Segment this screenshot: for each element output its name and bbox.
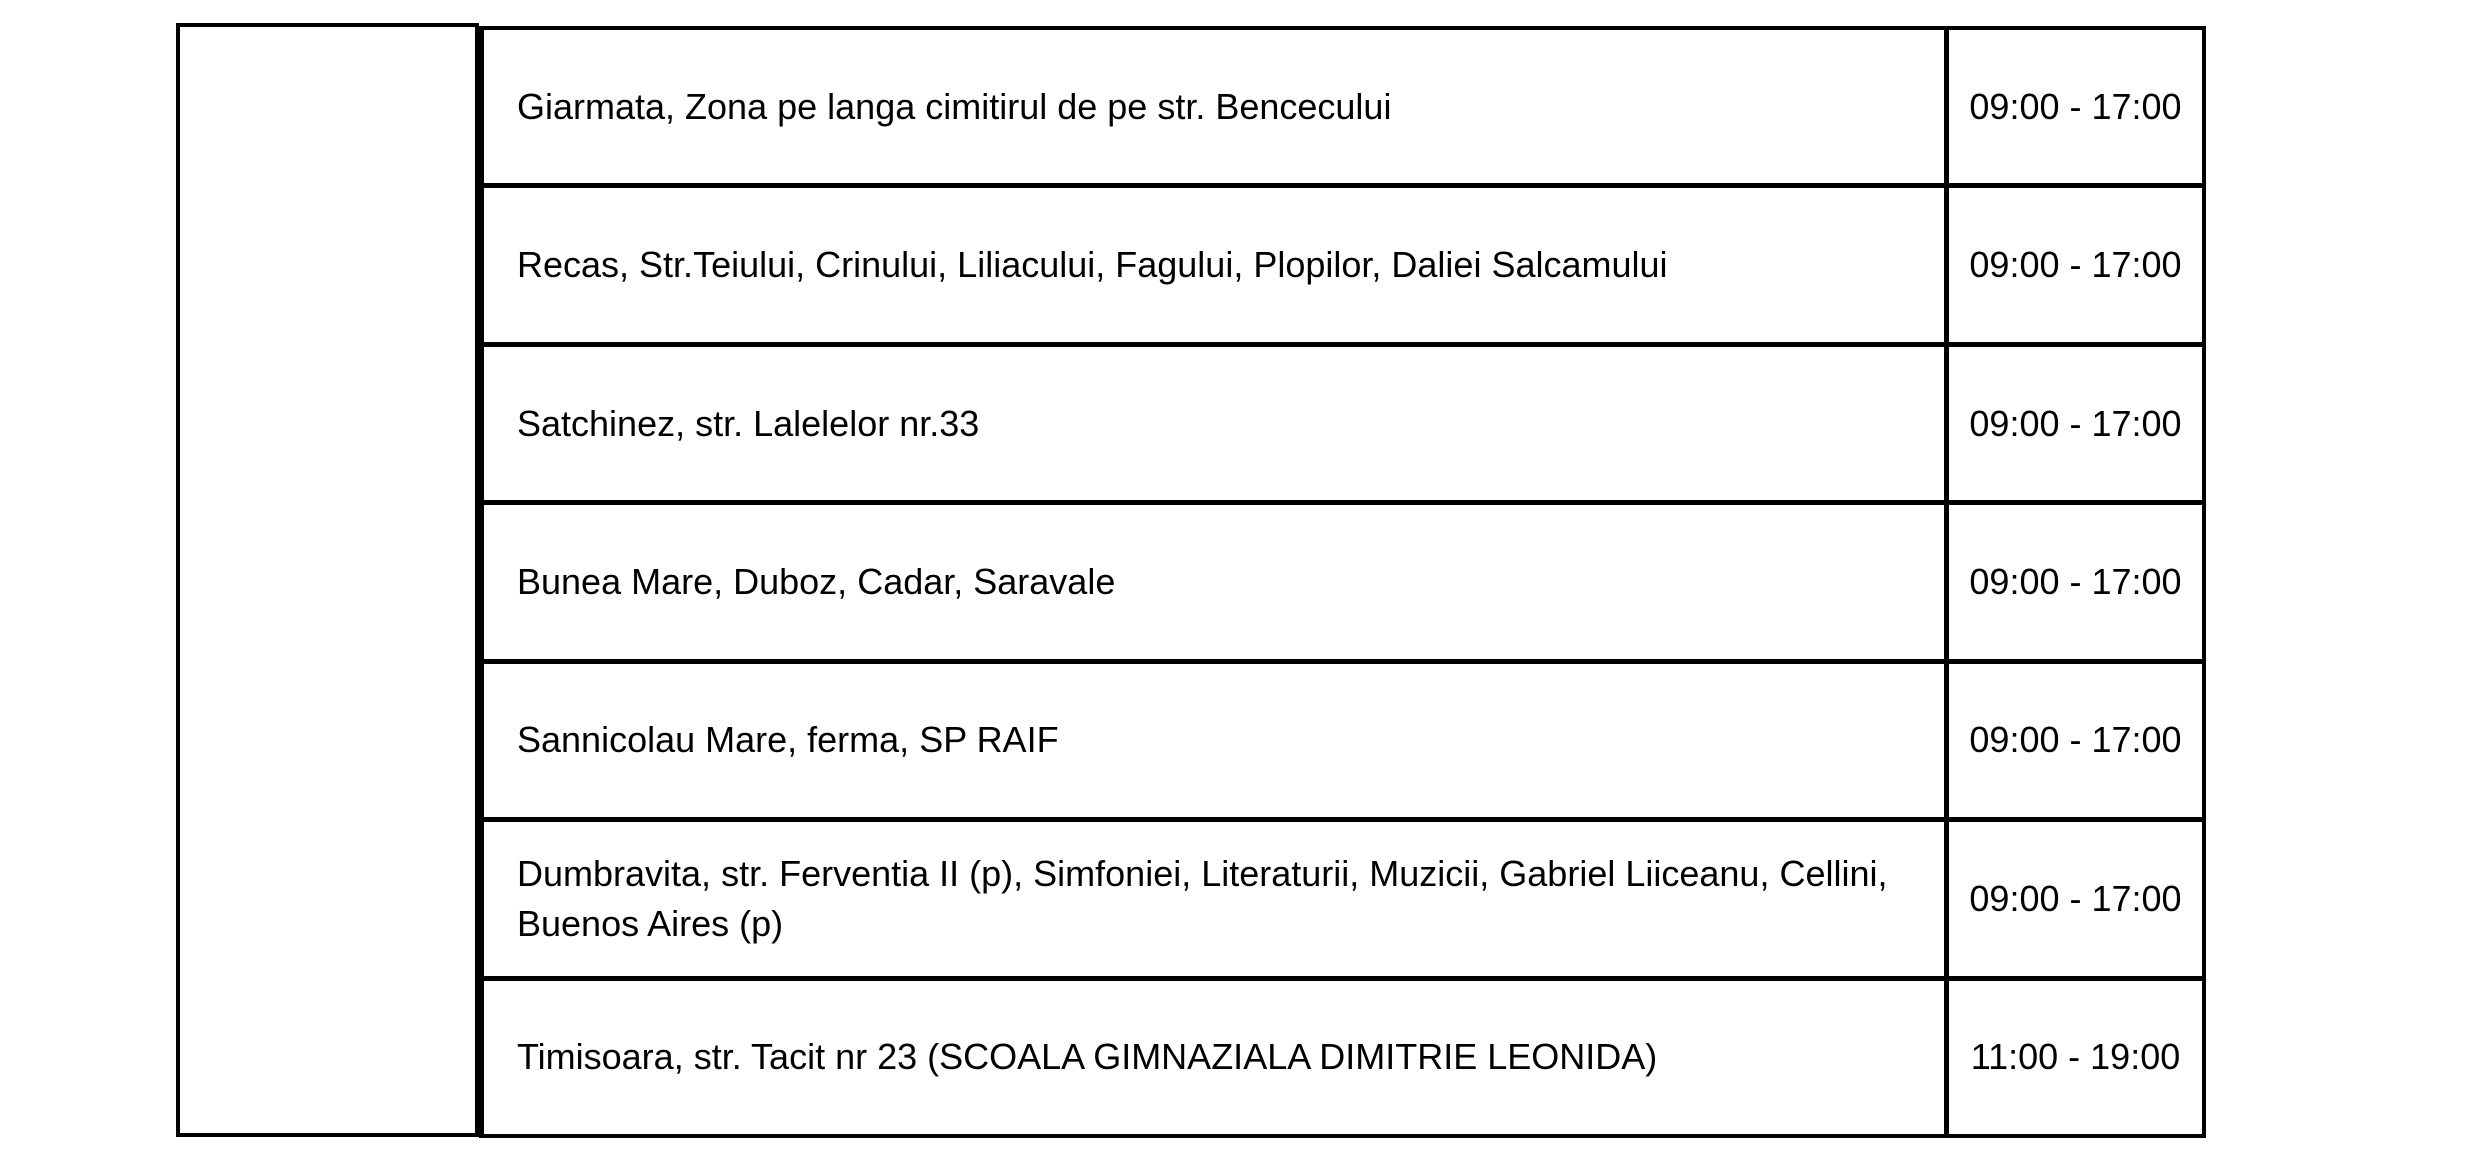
location-cell: Recas, Str.Teiului, Crinului, Liliacului, Fagului, Plopilor, Daliei Salcamului [484, 188, 1949, 341]
hours-cell [1949, 30, 2202, 183]
table-row [484, 30, 2202, 188]
merged-date-cell [176, 23, 479, 1137]
outage-schedule-table [479, 26, 2206, 1138]
hours-text: 11:00 - 19:00 [1970, 1036, 2181, 1078]
table-row [484, 347, 2202, 505]
hours-text: 09:00 - 17:00 [1969, 402, 2182, 444]
location-cell: Satchinez, str. Lalelelor nr.33 [484, 347, 1949, 500]
hours-text: 09:00 - 17:00 [1969, 719, 2182, 761]
hours-text: 09:00 - 17:00 [1969, 560, 2182, 602]
table-row [484, 981, 2202, 1134]
hours-cell [1949, 822, 2202, 975]
location-cell: Giarmata, Zona pe langa cimitirul de pe str. Bencecului [484, 30, 1949, 183]
table-row [484, 188, 2202, 346]
location-cell: Dumbravita, str. Ferventia II (p), Simfoniei, Literaturii, Muzicii, Gabriel Liiceanu, Cellini, Buenos Aires (p) [484, 822, 1949, 975]
hours-text: 09:00 - 17:00 [1969, 85, 2182, 127]
table-row [484, 505, 2202, 663]
hours-cell [1949, 664, 2202, 817]
hours-text: 09:00 - 17:00 [1969, 877, 2182, 919]
hours-cell [1949, 981, 2202, 1134]
location-cell: Bunea Mare, Duboz, Cadar, Saravale [484, 505, 1949, 658]
hours-cell [1949, 347, 2202, 500]
table-row [484, 664, 2202, 822]
location-cell: Sannicolau Mare, ferma, SP RAIF [484, 664, 1949, 817]
table-row [484, 822, 2202, 980]
hours-cell [1949, 505, 2202, 658]
location-cell: Timisoara, str. Tacit nr 23 (SCOALA GIMNAZIALA DIMITRIE LEONIDA) [484, 981, 1949, 1134]
hours-cell [1949, 188, 2202, 341]
hours-text: 09:00 - 17:00 [1969, 244, 2182, 286]
